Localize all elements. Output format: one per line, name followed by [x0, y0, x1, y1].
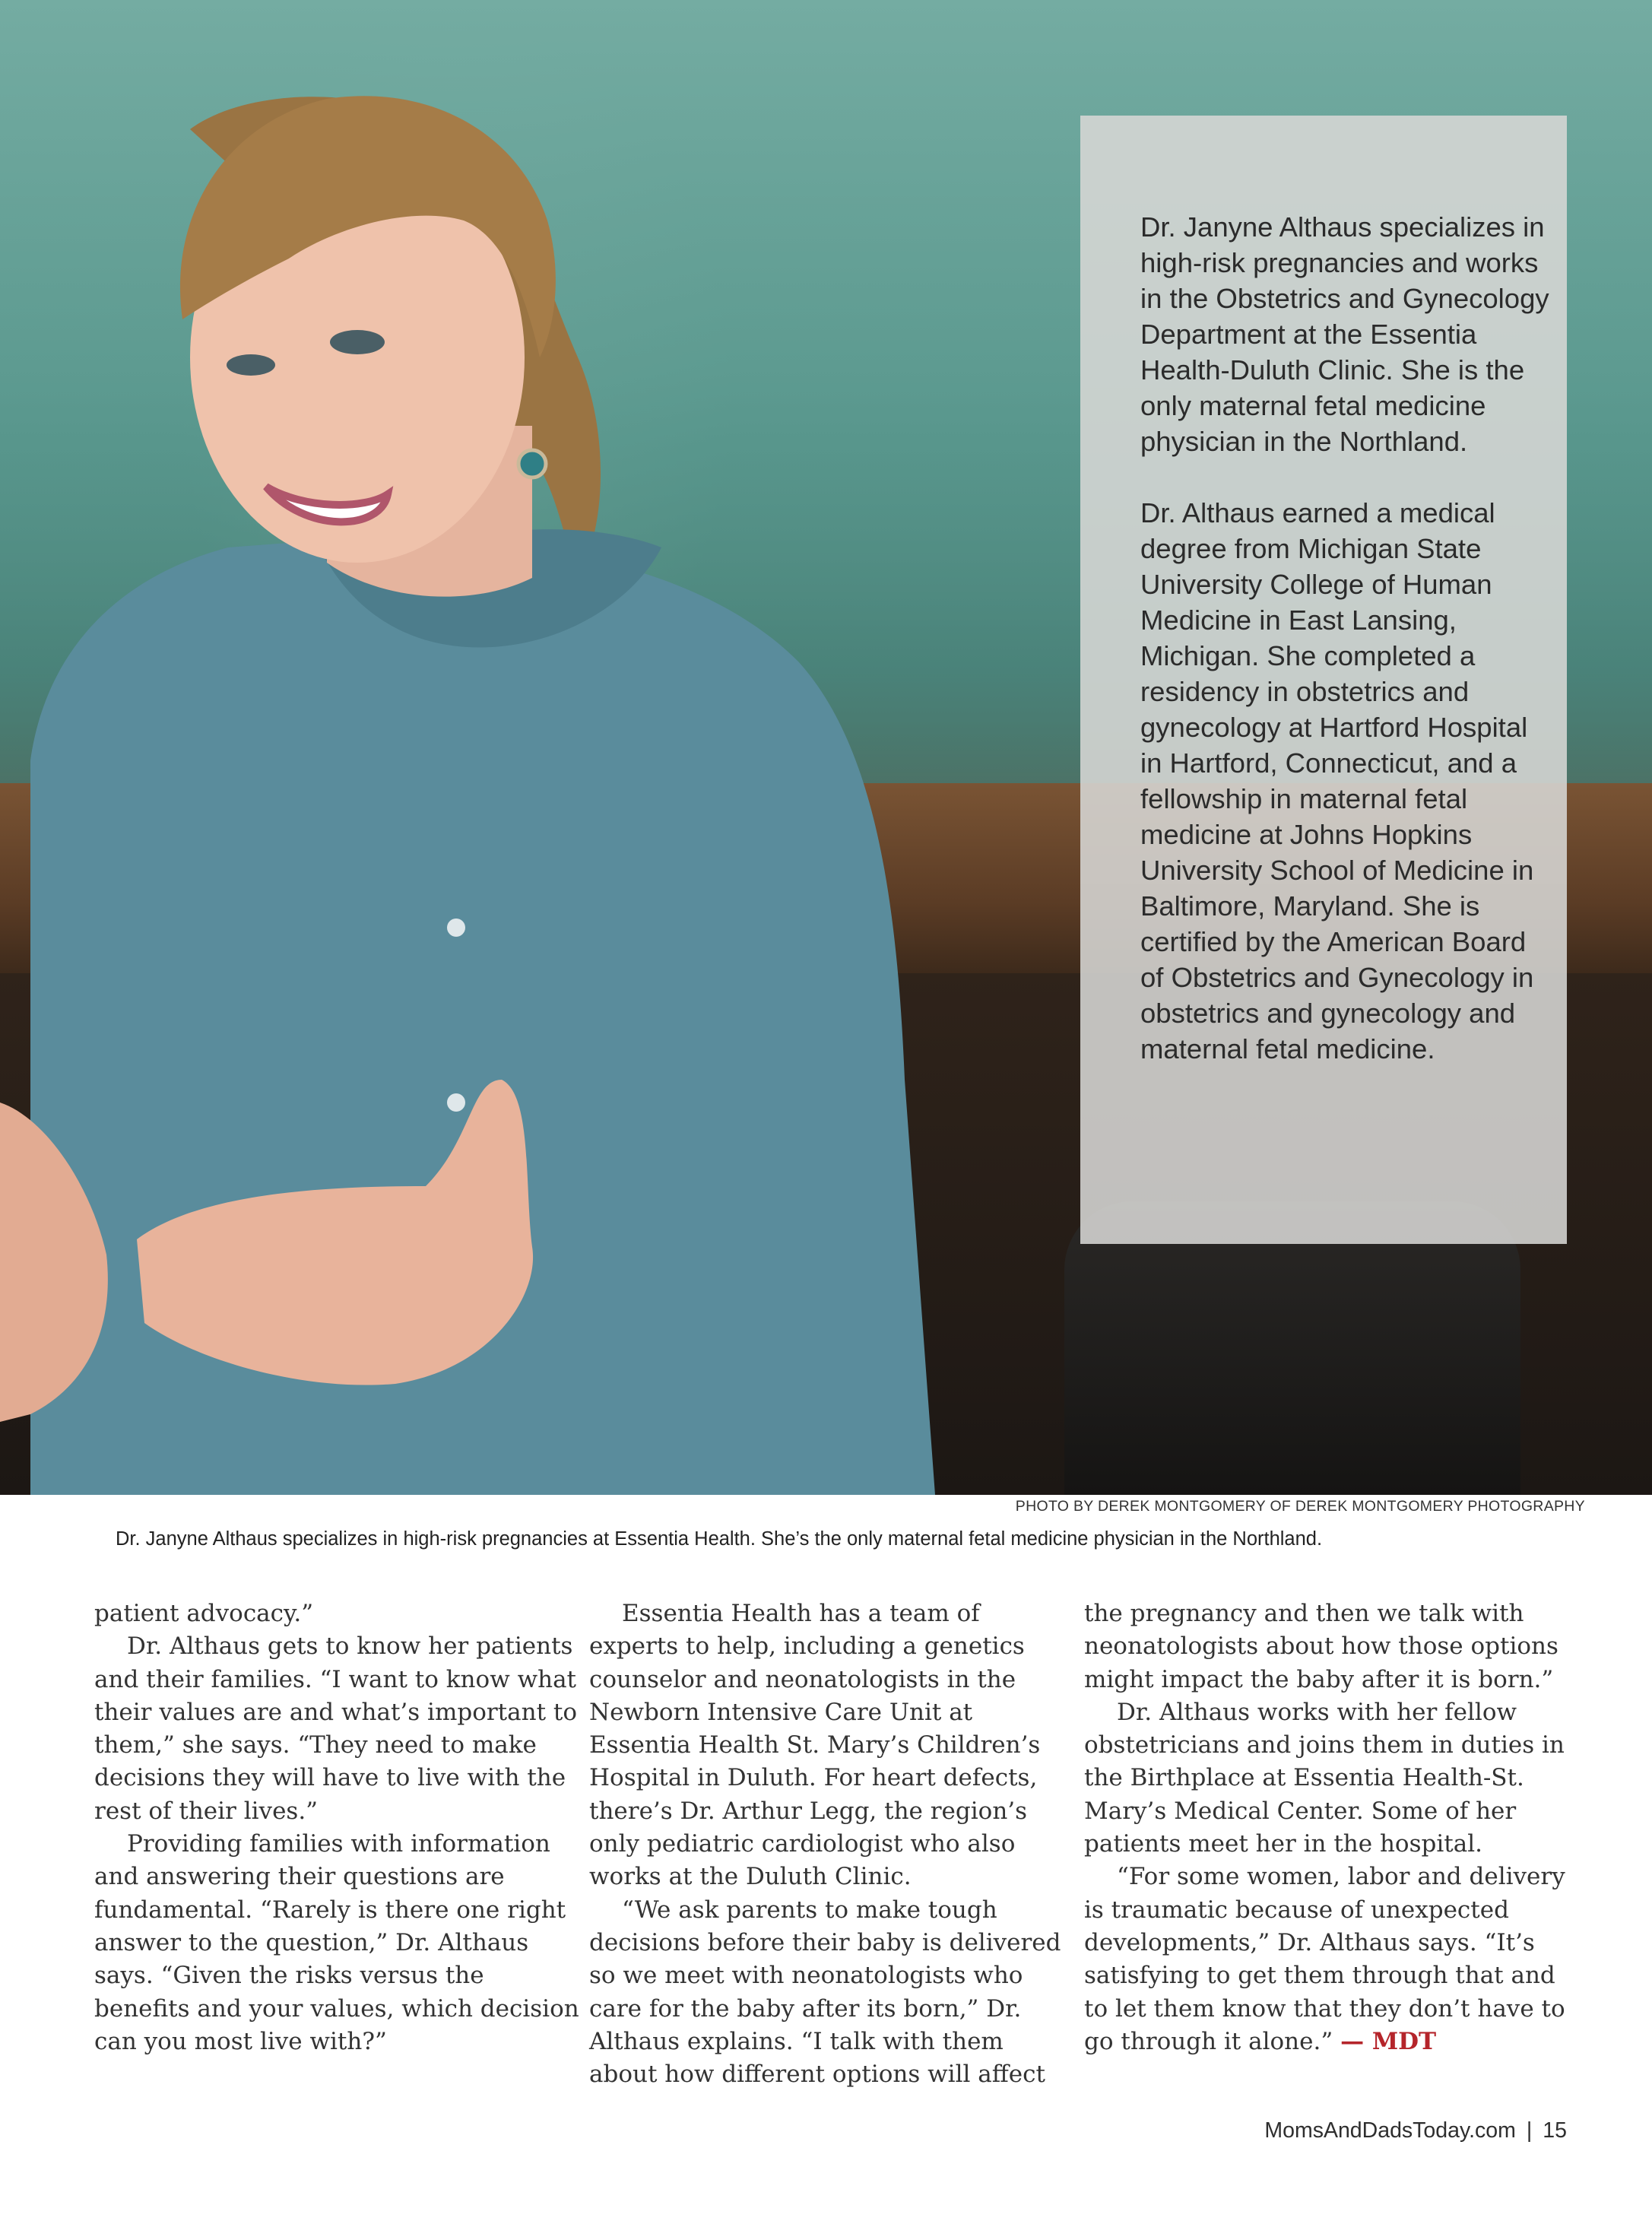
page-number: 15 [1543, 2118, 1567, 2143]
bio-sidebar-text [1140, 209, 1551, 1103]
article-paragraph: “We ask parents to make tough decisions before their baby is delivered so we meet with neonatologists who care for the baby after its born,” Dr. Althaus explains. “I talk with them about how different options will affect [589, 1896, 1061, 2089]
article-column-1 [94, 1598, 581, 2058]
article-paragraph: the pregnancy and then we talk with neonatologists about how those options might impact the baby after it is born.” [1084, 1600, 1558, 1693]
photo-caption: Dr. Janyne Althaus specializes in high-risk pregnancies at Essentia Health. She’s the only maternal fetal medicine physician in the Northland. [116, 1528, 1323, 1550]
footer-site-link[interactable]: MomsAndDadsToday.com [1264, 2118, 1516, 2143]
article-paragraph: Dr. Althaus works with her fellow obstetricians and joins them in duties in the Birthplace at Essentia Health-St. Mary’s Medical Center. Some of her patients meet her in the hospital. [1084, 1698, 1565, 1858]
bio-paragraph: Dr. Althaus earned a medical degree from Michigan State University College of Human Medicine in East Lansing, Michigan. She completed a residency in obstetrics and gynecology at Hartford Hospital in Hartford, Connecticut, and a fellowship in maternal fetal medicine at Johns Hopkins University School of Medicine in Baltimore, Maryland. She is certified by the American Board of Obstetrics and Gynecology in obstetrics and gynecology and maternal fetal medicine. [1140, 497, 1534, 1064]
bio-paragraph: Dr. Janyne Althaus specializes in high-risk pregnancies and works in the Obstetrics and Gynecology Department at the Essentia Health-Duluth Clinic. She is the only maternal fetal medicine physician in the Northland. [1140, 211, 1549, 457]
article-paragraph: patient advocacy.” [94, 1600, 314, 1627]
article-paragraph: Providing families with information and answering their questions are fundamental. “Rarely is there one right answer to the question,” Dr. Althaus says. “Given the risks versus the benefits and your values, which decision can you most live with?” [94, 1830, 579, 2055]
article-paragraph-text: “For some women, labor and delivery is traumatic because of unexpected developments,” Dr. Althaus says. “It’s satisfying to get them through that and to let them know that they don’t have to go through it alone.” [1084, 1863, 1565, 2055]
article-paragraph: Dr. Althaus gets to know her patients and their families. “I want to know what their values are and what’s important to them,” she says. “They need to make decisions they will have to live with the rest of their lives.” [94, 1632, 578, 1825]
bio-sidebar-box [1080, 116, 1567, 1244]
article-paragraph [1084, 1861, 1571, 2058]
author-signature: — MDT [1340, 2027, 1437, 2055]
footer-separator: | [1526, 2118, 1533, 2143]
article-column-3 [1084, 1598, 1571, 2058]
photo-chair [1064, 1201, 1520, 1495]
article-paragraph: Essentia Health has a team of experts to help, including a genetics counselor and neonatologists in the Newborn Intensive Care Unit at Essentia Health St. Mary’s Children’s Hospital in Duluth. For heart defects, there’s Dr. Arthur Legg, the region’s only pediatric cardiologist who also works at the Duluth Clinic. [589, 1600, 1041, 1891]
photo-subject-figure [0, 0, 1064, 1495]
photo-credit: PHOTO BY DEREK MONTGOMERY OF DEREK MONTGOMERY PHOTOGRAPHY [1015, 1498, 1585, 1515]
page-footer [1264, 2118, 1567, 2143]
article-column-2 [589, 1598, 1076, 2091]
